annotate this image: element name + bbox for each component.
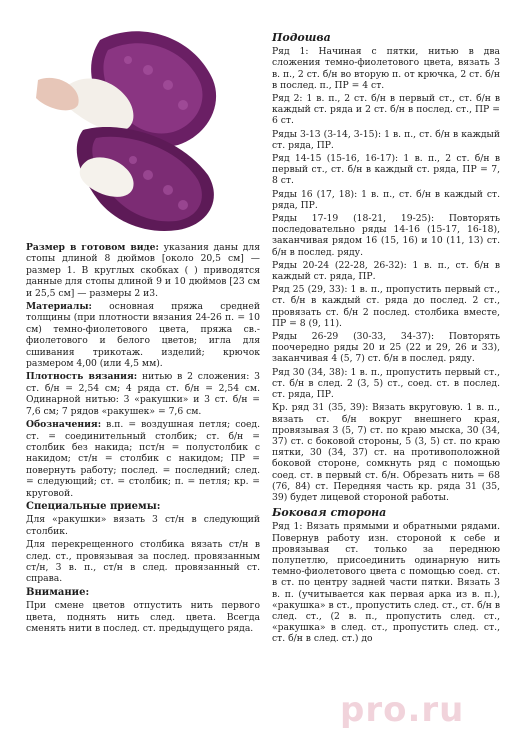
left-column [26, 242, 260, 636]
size-text: указания даны для стопы длиной 8 дюймов [около 20,5 см] — размер 1. В круглых скобках ( ) приводятся данные для стопы длиной 9 и 10 дюймов [23 см и 25,5 см] — размеры 2 и3. [26, 242, 260, 299]
size-heading: Размер в готовом виде: [26, 242, 159, 253]
special-heading: Специальные приемы: [26, 500, 161, 512]
cross-stitch-paragraph: Для перекрещенного столбика вязать ст/н в след. ст., провязывая за послед. провязанным ст/н, 3 в. п., ст/н в след. провязанный ст. справа. [26, 539, 260, 585]
sole-row-3: Ряды 3-13 (3-14, 3-15): 1 в. п., ст. б/н в каждый ст. ряда, ПР. [272, 128, 500, 151]
abbreviations-heading: Обозначения: [26, 419, 102, 431]
sole-row-11: Кр. ряд 31 (35, 39): Вязать вкруговую. 1 в. п., вязать ст. б/н вокруг внешнего края, провязывая 3 (5, 7) ст. по краю мыска, 30 (34, 37) ст. с боковой стороны, 5 (3, 5) ст. по краю пятки, 30 (34, 37) ст. на противоположной боковой стороне, сомкнуть ряд с помощью соед. ст. в первый ст. б/н. Обрезать нить = 68 (76, 84) ст. Передняя часть кр. ряда 31 (35, 39) будет лицевой стороной работы. [272, 402, 500, 503]
materials-heading: Материалы: [26, 301, 92, 313]
size-paragraph [26, 242, 260, 299]
sole-row-7: Ряды 20-24 (22-28, 26-32): 1 в. п., ст. б/н в каждый ст. ряда, ПР. [272, 259, 500, 283]
sole-title: Подошва [272, 31, 331, 44]
gauge-paragraph [26, 371, 260, 417]
sole-row-8: Ряд 25 (29, 33): 1 в. п., пропустить первый ст., ст. б/н в каждый ст. ряда до послед. 2 ст., провязать ст. б/н 2 послед. столбика вместе, ПР = 8 (9, 11). [272, 284, 500, 329]
gauge-text: нитью в 2 сложения: 3 ст. б/н = 2,54 см; 4 ряда ст. б/н = 2,54 см. Одинарной нитью: 3 «ракушки» и 3 ст. б/н = 7,6 см; 7 рядов «ракушек» = 7,6 см. [26, 371, 260, 417]
gauge-heading: Плотность вязания: [26, 371, 138, 383]
watermark: pro.ru [340, 690, 465, 730]
materials-paragraph [26, 301, 260, 369]
abbreviations-text: в.п. = воздушная петля; соед. ст. = соединительный столбик; ст. б/н = столбик без накида; пст/н = полустолбик с накидом; ст/н = столбик с накидом; ПР = повернуть работу; послед. = последний; след. = следующий; ст. = столбик; п. = петля; кр. = круговой. [26, 419, 260, 499]
sole-row-9: Ряды 26-29 (30-33, 34-37): Повторять поочередно ряды 20 и 25 (22 и 29, 26 и 33), заканчивая 4 (5, 7) ст. б/н в послед. ряду. [272, 331, 500, 365]
sole-row-6: Ряды 17-19 (18-21, 19-25): Повторять последовательно ряды 14-16 (15-17, 16-18), заканчивая рядом 16 (15, 16) и 10 (11, 13) ст. б/н в послед. ряду. [272, 213, 500, 258]
shell-paragraph: Для «ракушки» вязать 3 ст/н в следующий столбик. [26, 514, 260, 537]
sole-row-10: Ряд 30 (34, 38): 1 в. п., пропустить первый ст., ст. б/н в след. 2 (3, 5) ст., соед. ст. в послед. ст. ряда, ПР. [272, 366, 500, 401]
knitted-slippers-photo [28, 10, 228, 238]
sole-row-2: Ряд 2: 1 в. п., 2 ст. б/н в первый ст., ст. б/н в каждый ст. ряда и 2 ст. б/н в послед. ст., ПР = 6 ст. [272, 93, 500, 127]
sole-row-4: Ряд 14-15 (15-16, 16-17): 1 в. п., 2 ст. б/н в первый ст., ст. б/н в каждый ст. ряда, ПР = 7, 8 ст. [272, 153, 500, 187]
sole-row-1: Ряд 1: Начиная с пятки, нитью в два сложения темно-фиолетового цвета, вязать 3 в. п., 2 ст. б/н во вторую п. от крючка, 2 ст. б/н в послед. п., ПР = 4 ст. [272, 46, 500, 91]
attention-heading: Внимание: [26, 586, 90, 598]
sole-row-5: Ряды 16 (17, 18): 1 в. п., ст. б/н в каждый ст. ряда, ПР. [272, 188, 500, 211]
materials-text: основная пряжа средней толщины (при плотности вязания 24-26 п. = 10 см) темно-фиолетового цвета, пряжа св.-фиолетового и белого цветов; игла для сшивания трикотаж. изделий; крючок размером 4,00 (или 4,5 мм). [26, 301, 260, 370]
side-row-1: Ряд 1: Вязать прямыми и обратными рядами. Повернув работу изн. стороной к себе и провязывая ст. только за переднюю полупетлю, присоединить одинарную нить темно-фиолетового цвета с помощью соед. ст. в ст. по центру задней части пятки. Вязать 3 в. п. (учитывается как первая арка из в. п.), «ракушка» в ст., пропустить след. ст., ст. б/н в след. ст., (2 в. п., пропустить след. ст., «ракушка» в след. ст., пропустить след. ст., ст. б/н в след. ст.) до [272, 521, 500, 645]
abbreviations-paragraph [26, 419, 260, 499]
side-title: Боковая сторона [272, 506, 387, 520]
right-column [272, 31, 500, 647]
attention-paragraph: При смене цветов отпустить нить первого цвета, поднять нить след. цвета. Всегда сменять нити в послед. ст. предыдущего ряда. [26, 600, 260, 634]
